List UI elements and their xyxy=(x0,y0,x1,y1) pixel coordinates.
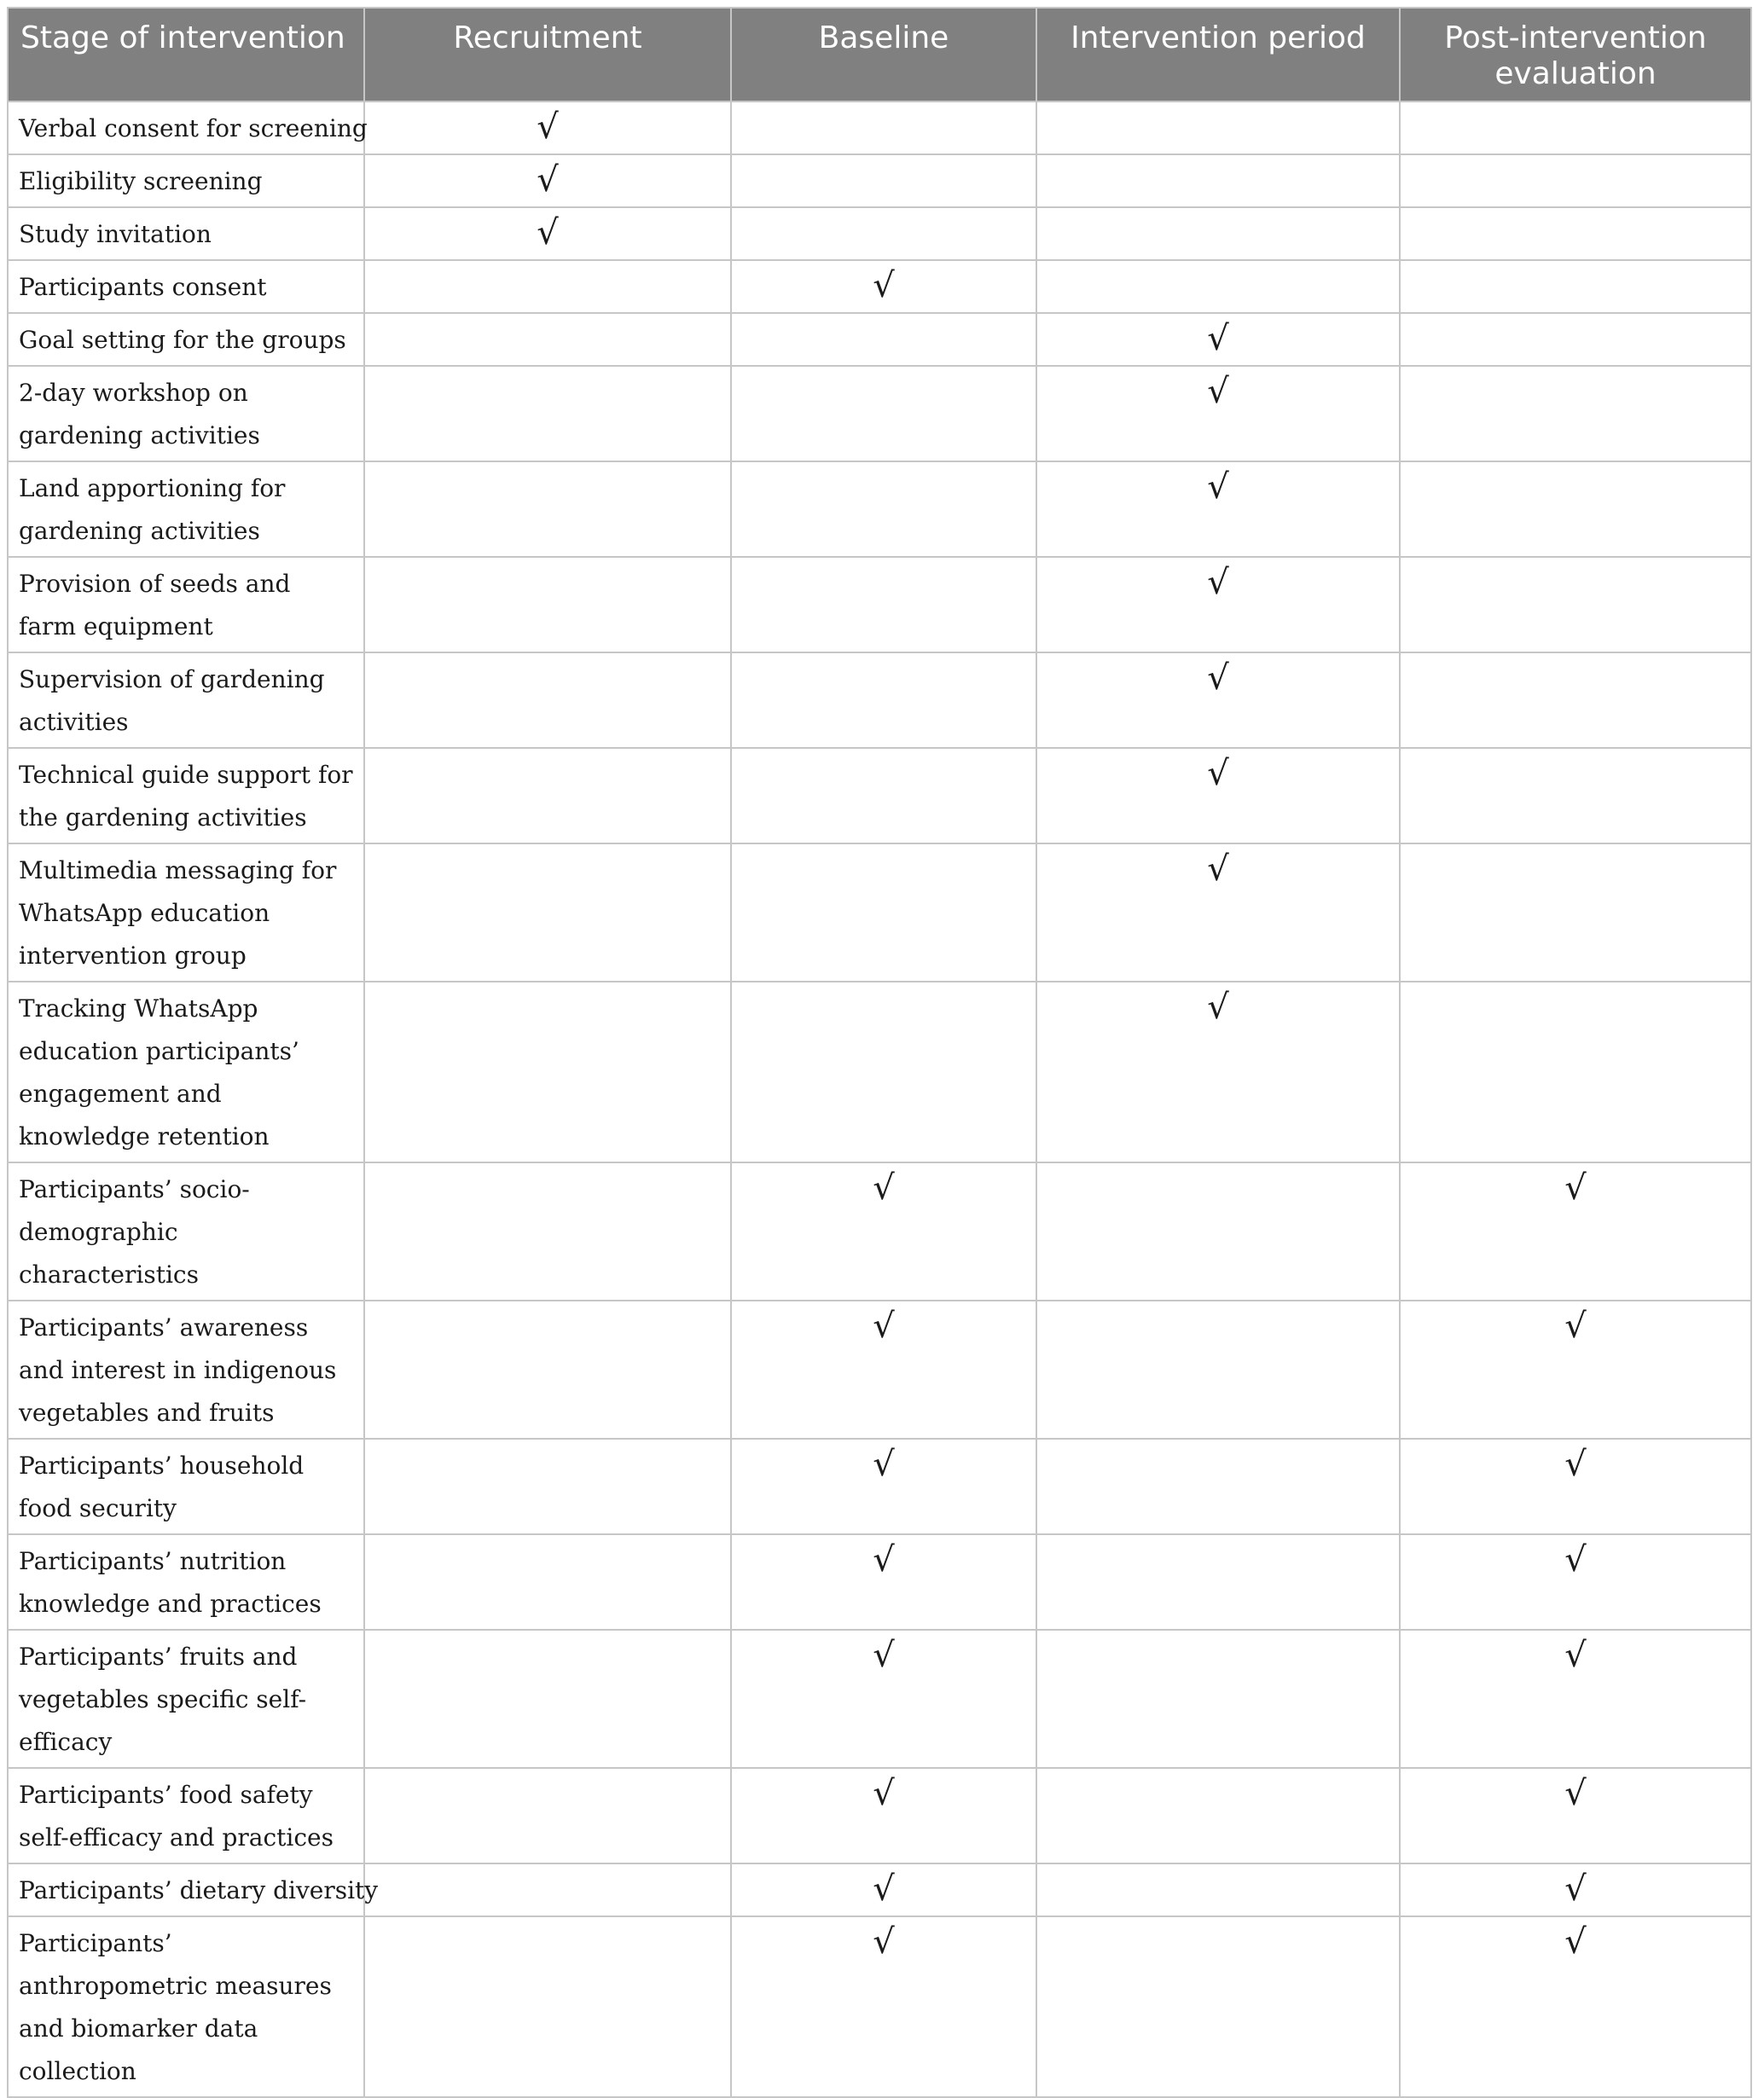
table-row xyxy=(8,1916,1751,2097)
check-mark-icon: √ xyxy=(1207,372,1229,411)
table-row xyxy=(8,843,1751,982)
row-label: Participants’ fruits and vegetables specific self-efficacy xyxy=(8,1630,364,1768)
cell-intervention-period xyxy=(1036,1439,1400,1534)
header-post-intervention: Post-intervention evaluation xyxy=(1400,8,1751,101)
cell-intervention-period xyxy=(1036,652,1400,748)
check-mark-icon: √ xyxy=(873,1168,895,1208)
check-mark-icon: √ xyxy=(1564,1540,1587,1579)
check-mark-icon: √ xyxy=(873,1636,895,1675)
table-row xyxy=(8,1768,1751,1863)
check-mark-icon: √ xyxy=(537,107,559,147)
check-mark-icon: √ xyxy=(873,1869,895,1909)
row-label: 2-day workshop on gardening activities xyxy=(8,366,364,461)
table-row xyxy=(8,366,1751,461)
table-row xyxy=(8,101,1751,154)
cell-post-intervention xyxy=(1400,652,1751,748)
row-label: Participants’ food safety self-efficacy and practices xyxy=(8,1768,364,1863)
table-row xyxy=(8,1439,1751,1534)
cell-baseline xyxy=(731,313,1036,366)
cell-baseline xyxy=(731,1916,1036,2097)
check-mark-icon: √ xyxy=(873,1307,895,1346)
table-row xyxy=(8,154,1751,207)
check-mark-icon: √ xyxy=(537,160,559,200)
cell-intervention-period xyxy=(1036,1863,1400,1916)
cell-post-intervention xyxy=(1400,154,1751,207)
intervention-schedule-table xyxy=(7,7,1752,2098)
table-row xyxy=(8,260,1751,313)
table-row xyxy=(8,207,1751,260)
cell-recruitment xyxy=(364,557,731,652)
check-mark-icon: √ xyxy=(1207,467,1229,507)
cell-recruitment xyxy=(364,982,731,1162)
cell-post-intervention xyxy=(1400,1301,1751,1439)
cell-post-intervention xyxy=(1400,1439,1751,1534)
check-mark-icon: √ xyxy=(873,1540,895,1579)
cell-intervention-period xyxy=(1036,1301,1400,1439)
cell-intervention-period xyxy=(1036,982,1400,1162)
row-label: Verbal consent for screening xyxy=(8,101,364,154)
cell-baseline xyxy=(731,154,1036,207)
cell-recruitment xyxy=(364,1630,731,1768)
check-mark-icon: √ xyxy=(873,1445,895,1484)
row-label: Multimedia messaging for WhatsApp education intervention group xyxy=(8,843,364,982)
cell-intervention-period xyxy=(1036,366,1400,461)
cell-post-intervention xyxy=(1400,313,1751,366)
cell-intervention-period xyxy=(1036,461,1400,557)
table-row xyxy=(8,557,1751,652)
cell-baseline xyxy=(731,1768,1036,1863)
cell-baseline xyxy=(731,101,1036,154)
cell-baseline xyxy=(731,748,1036,843)
cell-recruitment xyxy=(364,154,731,207)
cell-recruitment xyxy=(364,207,731,260)
check-mark-icon: √ xyxy=(1207,658,1229,698)
cell-recruitment xyxy=(364,652,731,748)
cell-intervention-period xyxy=(1036,843,1400,982)
cell-baseline xyxy=(731,1301,1036,1439)
cell-baseline xyxy=(731,1439,1036,1534)
cell-intervention-period xyxy=(1036,748,1400,843)
cell-recruitment xyxy=(364,260,731,313)
cell-recruitment xyxy=(364,1768,731,1863)
check-mark-icon: √ xyxy=(873,266,895,305)
cell-intervention-period xyxy=(1036,154,1400,207)
cell-baseline xyxy=(731,652,1036,748)
check-mark-icon: √ xyxy=(1564,1445,1587,1484)
cell-intervention-period xyxy=(1036,1630,1400,1768)
cell-post-intervention xyxy=(1400,748,1751,843)
cell-intervention-period xyxy=(1036,1534,1400,1630)
row-label: Goal setting for the groups xyxy=(8,313,364,366)
cell-recruitment xyxy=(364,1916,731,2097)
header-row xyxy=(8,8,1751,101)
table-row xyxy=(8,652,1751,748)
table-row xyxy=(8,1301,1751,1439)
row-label: Participants consent xyxy=(8,260,364,313)
cell-recruitment xyxy=(364,1162,731,1301)
cell-post-intervention xyxy=(1400,982,1751,1162)
cell-intervention-period xyxy=(1036,1162,1400,1301)
cell-post-intervention xyxy=(1400,101,1751,154)
cell-recruitment xyxy=(364,461,731,557)
check-mark-icon: √ xyxy=(1564,1922,1587,1962)
cell-intervention-period xyxy=(1036,101,1400,154)
cell-post-intervention xyxy=(1400,461,1751,557)
check-mark-icon: √ xyxy=(873,1922,895,1962)
check-mark-icon: √ xyxy=(537,213,559,252)
check-mark-icon: √ xyxy=(1564,1168,1587,1208)
row-label: Tracking WhatsApp education participants’ engagement and knowledge retention xyxy=(8,982,364,1162)
check-mark-icon: √ xyxy=(1564,1869,1587,1909)
cell-post-intervention xyxy=(1400,366,1751,461)
cell-intervention-period xyxy=(1036,207,1400,260)
cell-post-intervention xyxy=(1400,1630,1751,1768)
cell-baseline xyxy=(731,843,1036,982)
row-label: Participants’ anthropometric measures and biomarker data collection xyxy=(8,1916,364,2097)
cell-post-intervention xyxy=(1400,260,1751,313)
cell-baseline xyxy=(731,207,1036,260)
cell-post-intervention xyxy=(1400,1863,1751,1916)
row-label: Land apportioning for gardening activities xyxy=(8,461,364,557)
table-row xyxy=(8,748,1751,843)
cell-baseline xyxy=(731,1162,1036,1301)
cell-post-intervention xyxy=(1400,207,1751,260)
header-recruitment: Recruitment xyxy=(364,8,731,101)
row-label: Supervision of gardening activities xyxy=(8,652,364,748)
cell-baseline xyxy=(731,461,1036,557)
check-mark-icon: √ xyxy=(1207,754,1229,793)
cell-post-intervention xyxy=(1400,557,1751,652)
cell-baseline xyxy=(731,1863,1036,1916)
table-row xyxy=(8,1162,1751,1301)
cell-post-intervention xyxy=(1400,1534,1751,1630)
check-mark-icon: √ xyxy=(1564,1307,1587,1346)
cell-recruitment xyxy=(364,1863,731,1916)
cell-baseline xyxy=(731,1534,1036,1630)
row-label: Participants’ dietary diversity xyxy=(8,1863,364,1916)
header-baseline: Baseline xyxy=(731,8,1036,101)
table-row xyxy=(8,1534,1751,1630)
cell-baseline xyxy=(731,982,1036,1162)
check-mark-icon: √ xyxy=(1207,988,1229,1027)
header-intervention-period: Intervention period xyxy=(1036,8,1400,101)
row-label: Provision of seeds and farm equipment xyxy=(8,557,364,652)
cell-recruitment xyxy=(364,1534,731,1630)
row-label: Participants’ household food security xyxy=(8,1439,364,1534)
row-label: Participants’ nutrition knowledge and practices xyxy=(8,1534,364,1630)
cell-intervention-period xyxy=(1036,1916,1400,2097)
table-row xyxy=(8,1863,1751,1916)
row-label: Participants’ socio-demographic characteristics xyxy=(8,1162,364,1301)
table-row xyxy=(8,1630,1751,1768)
check-mark-icon: √ xyxy=(1207,849,1229,889)
row-label: Study invitation xyxy=(8,207,364,260)
check-mark-icon: √ xyxy=(873,1774,895,1813)
table-row xyxy=(8,982,1751,1162)
cell-recruitment xyxy=(364,313,731,366)
cell-baseline xyxy=(731,260,1036,313)
cell-baseline xyxy=(731,1630,1036,1768)
cell-intervention-period xyxy=(1036,557,1400,652)
check-mark-icon: √ xyxy=(1207,563,1229,602)
cell-recruitment xyxy=(364,366,731,461)
check-mark-icon: √ xyxy=(1564,1774,1587,1813)
cell-recruitment xyxy=(364,1439,731,1534)
intervention-schedule xyxy=(7,7,1750,2098)
cell-intervention-period xyxy=(1036,1768,1400,1863)
cell-recruitment xyxy=(364,843,731,982)
cell-baseline xyxy=(731,366,1036,461)
header-stage: Stage of intervention xyxy=(8,8,364,101)
cell-recruitment xyxy=(364,1301,731,1439)
cell-baseline xyxy=(731,557,1036,652)
cell-recruitment xyxy=(364,748,731,843)
table-row xyxy=(8,461,1751,557)
row-label: Participants’ awareness and interest in indigenous vegetables and fruits xyxy=(8,1301,364,1439)
cell-recruitment xyxy=(364,101,731,154)
cell-post-intervention xyxy=(1400,843,1751,982)
row-label: Eligibility screening xyxy=(8,154,364,207)
table-body xyxy=(8,101,1751,2097)
cell-post-intervention xyxy=(1400,1916,1751,2097)
check-mark-icon: √ xyxy=(1207,319,1229,358)
cell-post-intervention xyxy=(1400,1768,1751,1863)
table-row xyxy=(8,313,1751,366)
cell-intervention-period xyxy=(1036,313,1400,366)
row-label: Technical guide support for the gardening activities xyxy=(8,748,364,843)
cell-post-intervention xyxy=(1400,1162,1751,1301)
check-mark-icon: √ xyxy=(1564,1636,1587,1675)
cell-intervention-period xyxy=(1036,260,1400,313)
